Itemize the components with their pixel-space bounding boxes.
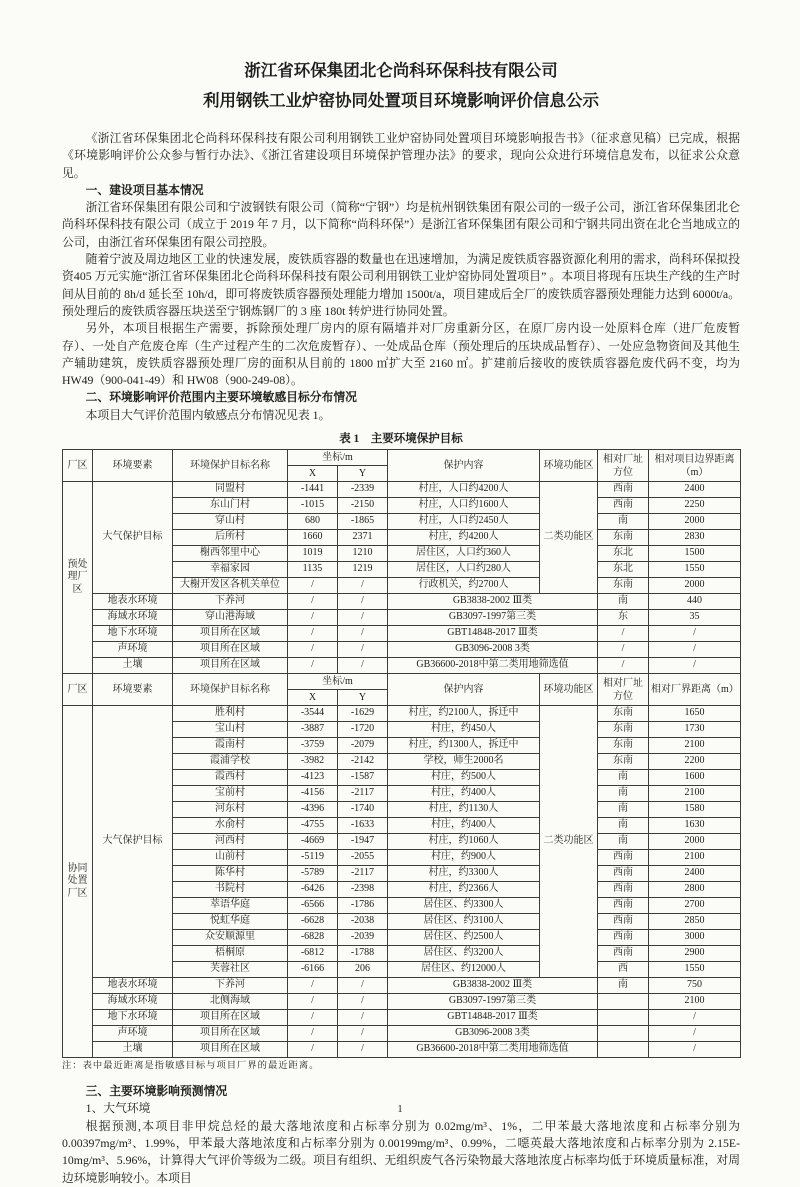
table-cell: 地下水环境 — [93, 626, 173, 642]
table-cell: 东北 — [598, 546, 649, 562]
table-cell: 宝前村 — [173, 786, 288, 802]
table-cell: 土壤 — [93, 658, 173, 674]
table-cell: 西南 — [598, 882, 649, 898]
table-cell: 西南 — [598, 498, 649, 514]
table-cell: 海域水环境 — [93, 610, 173, 626]
table-cell: 1135 — [288, 562, 338, 578]
table-cell: 地下水环境 — [93, 1010, 173, 1026]
table-cell: -2150 — [338, 498, 388, 514]
table-cell: 水俞村 — [173, 818, 288, 834]
table-header-cell: 厂区 — [63, 450, 93, 482]
table-cell: / — [338, 978, 388, 994]
table-cell: -1629 — [338, 706, 388, 722]
table-cell — [598, 1026, 649, 1042]
table-cell: 北侧海域 — [173, 994, 288, 1010]
table-cell: -4156 — [288, 786, 338, 802]
table-cell: GB3097-1997第三类 — [388, 610, 598, 626]
table-row — [63, 1010, 741, 1026]
table-cell: GBT14848-2017 Ⅲ类 — [388, 1010, 598, 1026]
table-cell: -2398 — [338, 882, 388, 898]
section2-heading: 二、环境影响评价范围内主要环境敏感目标分布情况 — [85, 390, 357, 405]
table-header-cell: 保护内容 — [388, 674, 540, 706]
table-cell: 东 — [598, 610, 649, 626]
table-header-cell: 环境保护目标名称 — [173, 450, 288, 482]
table-cell: 书院村 — [173, 882, 288, 898]
table-cell: 幸福家园 — [173, 562, 288, 578]
table-cell: / — [288, 610, 338, 626]
table-cell: / — [598, 626, 649, 642]
table-cell: 南 — [598, 770, 649, 786]
table-cell — [598, 1010, 649, 1026]
table-cell: 1730 — [649, 722, 741, 738]
table-cell: GB36600-2018中第二类用地筛选值 — [388, 658, 598, 674]
table-cell: 下养河 — [173, 594, 288, 610]
table-cell: / — [649, 626, 741, 642]
table-cell: / — [598, 642, 649, 658]
table-cell: 悦虹华庭 — [173, 914, 288, 930]
table-cell: 地表水环境 — [93, 594, 173, 610]
table-cell: 宝山村 — [173, 722, 288, 738]
table-cell: GB36600-2018中第二类用地筛选值 — [388, 1042, 598, 1058]
table-cell: 后所村 — [173, 530, 288, 546]
table-cell: 西南 — [598, 866, 649, 882]
table-cell: 2830 — [649, 530, 741, 546]
table-cell: -1587 — [338, 770, 388, 786]
table-cell: -2055 — [338, 850, 388, 866]
table-cell: GBT14848-2017 Ⅲ类 — [388, 626, 598, 642]
table-cell: 山前村 — [173, 850, 288, 866]
table-cell: 大气保护目标 — [93, 482, 173, 594]
table-cell: 居住区，人口约280人 — [388, 562, 540, 578]
table-cell: 萃语华庭 — [173, 898, 288, 914]
table-cell: 霞西村 — [173, 770, 288, 786]
table-cell: 众安顺源里 — [173, 930, 288, 946]
table-cell: 胜利村 — [173, 706, 288, 722]
section3 — [62, 1083, 740, 1187]
table-cell: 2100 — [649, 786, 741, 802]
table-cell: 项目所在区域 — [173, 642, 288, 658]
table-cell: 二类功能区 — [540, 482, 598, 594]
table-cell: / — [288, 1010, 338, 1026]
table-cell: 村庄，约3300人 — [388, 866, 540, 882]
table-header-cell: 相对厂址方位 — [598, 674, 649, 706]
table-cell: -1015 — [288, 498, 338, 514]
table-cell: 680 — [288, 514, 338, 530]
table-cell: 村庄，约2366人 — [388, 882, 540, 898]
section1-paragraph-3: 另外，本项目根据生产需要，拆除预处理厂房内的原有隔墙并对厂房重新分区，在原厂房内设一处原料仓库（进厂危废暂存）、一处自产危废仓库（生产过程产生的二次危废暂存）、一处成品仓库（预处理后的压块成品暂存）、一处应急物资间及其他生产辅助建筑，废铁质容器预处理厂房的面积从目前的 1800 ㎡扩大至 2160 ㎡。扩建前后接收的废铁质容器危废代码不变，均为 HW49（900-041-49）和 HW08（900-249-08）。 — [62, 321, 740, 388]
table-header-cell: 相对项目边界距离（m） — [649, 450, 741, 482]
table-cell: 2371 — [338, 530, 388, 546]
table-cell: 地表水环境 — [93, 978, 173, 994]
table-row — [63, 610, 741, 626]
table-header-cell: 环境要素 — [93, 674, 173, 706]
table-cell: 西南 — [598, 930, 649, 946]
table-cell: 东北 — [598, 562, 649, 578]
document-title-line2: 利用钢铁工业炉窑协同处置项目环境影响评价信息公示 — [203, 91, 599, 110]
table-cell: 河西村 — [173, 834, 288, 850]
table-header-cell: 相对厂址方位 — [598, 450, 649, 482]
table-row — [63, 1042, 741, 1058]
table-cell: 霞南村 — [173, 738, 288, 754]
table-cell: 村庄，约1060人 — [388, 834, 540, 850]
table-cell: 村庄，人口约2450人 — [388, 514, 540, 530]
table-cell: 西南 — [598, 898, 649, 914]
table-cell: -1740 — [338, 802, 388, 818]
table-cell: 东南 — [598, 738, 649, 754]
table-cell: GB3838-2002 Ⅲ类 — [388, 978, 598, 994]
table-cell: GB3838-2002 Ⅲ类 — [388, 594, 598, 610]
table-cell: 项目所在区域 — [173, 1010, 288, 1026]
table-cell: / — [288, 1026, 338, 1042]
table-cell: -2142 — [338, 754, 388, 770]
table-cell: 西南 — [598, 946, 649, 962]
table-cell: -1786 — [338, 898, 388, 914]
table-header-cell: X — [288, 690, 338, 706]
table-row — [63, 994, 741, 1010]
table-cell: 居住区、约12000人 — [388, 962, 540, 978]
table-cell: 项目所在区域 — [173, 626, 288, 642]
table-header-cell: 厂区 — [63, 674, 93, 706]
table-cell: / — [338, 994, 388, 1010]
table-cell: 西南 — [598, 850, 649, 866]
table-cell: -1441 — [288, 482, 338, 498]
table-row — [63, 658, 741, 674]
table-cell: 1600 — [649, 770, 741, 786]
table-row — [63, 1026, 741, 1042]
table-cell: 南 — [598, 818, 649, 834]
table-cell: / — [338, 594, 388, 610]
table-cell: -3544 — [288, 706, 338, 722]
table-cell: / — [338, 1010, 388, 1026]
table-cell: 声环境 — [93, 1026, 173, 1042]
table-cell: 2400 — [649, 866, 741, 882]
table-cell: / — [288, 626, 338, 642]
table-cell: -6812 — [288, 946, 338, 962]
table-cell: / — [288, 594, 338, 610]
table-cell: 村庄，约1130人 — [388, 802, 540, 818]
table-cell: 南 — [598, 514, 649, 530]
table-cell: -2117 — [338, 786, 388, 802]
table-cell: 2700 — [649, 898, 741, 914]
table-cell: -1720 — [338, 722, 388, 738]
table-cell: / — [288, 578, 338, 594]
table-cell: -3982 — [288, 754, 338, 770]
table-header-cell: Y — [338, 466, 388, 482]
table-cell: 村庄，约4200人 — [388, 530, 540, 546]
table-cell: 东南 — [598, 706, 649, 722]
table-cell: 2200 — [649, 754, 741, 770]
table-cell: -4755 — [288, 818, 338, 834]
table-cell: 1550 — [649, 562, 741, 578]
table-row — [63, 978, 741, 994]
table-cell: 东南 — [598, 722, 649, 738]
table-cell: / — [338, 642, 388, 658]
table-header-cell: 保护内容 — [388, 450, 540, 482]
table-cell: -1633 — [338, 818, 388, 834]
table-header-cell: X — [288, 466, 338, 482]
table-note: 注：表中最近距离是指敏感目标与项目厂界的最近距离。 — [62, 1061, 320, 1072]
table-cell: 二类功能区 — [540, 706, 598, 978]
table-cell: 行政机关，约2700人 — [388, 578, 540, 594]
table-cell: 村庄，约400人 — [388, 818, 540, 834]
table-cell: 3000 — [649, 930, 741, 946]
table-cell — [598, 1042, 649, 1058]
table-cell: GB3096-2008 3类 — [388, 642, 598, 658]
table-cell: / — [338, 658, 388, 674]
table-cell: 南 — [598, 594, 649, 610]
table-cell: 村庄，约1300人，拆迁中 — [388, 738, 540, 754]
table-cell: -2117 — [338, 866, 388, 882]
table-cell: 东南 — [598, 578, 649, 594]
table-cell: / — [598, 658, 649, 674]
table-cell: 村庄，约2100人，拆迁中 — [388, 706, 540, 722]
table-cell: 1210 — [338, 546, 388, 562]
table-cell: -5119 — [288, 850, 338, 866]
table-cell: -3759 — [288, 738, 338, 754]
table-cell: / — [338, 626, 388, 642]
table-cell: / — [338, 610, 388, 626]
table-cell: 1650 — [649, 706, 741, 722]
protection-targets-table-part1 — [62, 449, 741, 674]
table-cell: 2000 — [649, 834, 741, 850]
table-header-cell: Y — [338, 690, 388, 706]
table-header-cell: 坐标/m — [288, 674, 388, 690]
table-cell: 居住区、约3200人 — [388, 946, 540, 962]
table-cell: GB3097-1997第三类 — [388, 994, 598, 1010]
table-cell: 村庄，人口约4200人 — [388, 482, 540, 498]
section1-heading: 一、建设项目基本情况 — [85, 182, 204, 197]
table-cell: 土壤 — [93, 1042, 173, 1058]
table-row — [63, 594, 741, 610]
table-cell: -6426 — [288, 882, 338, 898]
table-cell: 大气保护目标 — [93, 706, 173, 978]
table-row — [63, 706, 741, 722]
table-cell: -6828 — [288, 930, 338, 946]
table-cell: -1788 — [338, 946, 388, 962]
table-cell: -1947 — [338, 834, 388, 850]
table-cell: 协同处置厂区 — [63, 706, 93, 1058]
table-cell: 大榭开发区各机关单位 — [173, 578, 288, 594]
table-cell: 村庄，约450人 — [388, 722, 540, 738]
table-row — [63, 642, 741, 658]
table-cell: 项目所在区域 — [173, 1026, 288, 1042]
page-number: 1 — [397, 1104, 403, 1115]
table-cell: 海域水环境 — [93, 994, 173, 1010]
table-cell: / — [338, 578, 388, 594]
table-cell: 东南 — [598, 754, 649, 770]
table-cell: 村庄，人口约1600人 — [388, 498, 540, 514]
table-cell: -6628 — [288, 914, 338, 930]
table-cell: 2100 — [649, 850, 741, 866]
table-cell: 西南 — [598, 482, 649, 498]
table-row — [63, 482, 741, 498]
table-cell: 750 — [649, 978, 741, 994]
table-cell: 东南 — [598, 530, 649, 546]
table-cell: 居住区、约3100人 — [388, 914, 540, 930]
table-cell: -3887 — [288, 722, 338, 738]
table-cell: 居住区、约2500人 — [388, 930, 540, 946]
table-cell: -5789 — [288, 866, 338, 882]
table-cell: / — [288, 1042, 338, 1058]
table-row — [63, 626, 741, 642]
table-cell: 居住区，人口约360人 — [388, 546, 540, 562]
table-header-cell: 环境保护目标名称 — [173, 674, 288, 706]
table-cell: 项目所在区域 — [173, 658, 288, 674]
table-cell: -4396 — [288, 802, 338, 818]
table-cell: / — [649, 1042, 741, 1058]
table-cell: 2100 — [649, 738, 741, 754]
table-cell: 下养河 — [173, 978, 288, 994]
table-cell: -2339 — [338, 482, 388, 498]
table-cell: 穿山港海域 — [173, 610, 288, 626]
table-cell: GB3096-2008 3类 — [388, 1026, 598, 1042]
table-cell: 榭西邻里中心 — [173, 546, 288, 562]
document-body — [62, 130, 740, 424]
table-cell: 村庄，约500人 — [388, 770, 540, 786]
section3-subheading: 1、大气环境 — [85, 1101, 151, 1116]
table-cell: -1865 — [338, 514, 388, 530]
table-cell: 西 — [598, 962, 649, 978]
table-cell: 2900 — [649, 946, 741, 962]
table-cell: / — [649, 658, 741, 674]
document-title-line1: 浙江省环保集团北仑尚科环保科技有限公司 — [244, 61, 558, 80]
table-cell: 2400 — [649, 482, 741, 498]
table-cell: 南 — [598, 834, 649, 850]
table-cell — [598, 994, 649, 1010]
table-cell: 2100 — [649, 994, 741, 1010]
table-cell: 2000 — [649, 514, 741, 530]
table-cell: -6166 — [288, 962, 338, 978]
table-cell: 1580 — [649, 802, 741, 818]
table-cell: 西南 — [598, 914, 649, 930]
table-header-cell: 环境功能区 — [540, 674, 598, 706]
table-cell: -4669 — [288, 834, 338, 850]
table-cell: -6566 — [288, 898, 338, 914]
table-cell: 1630 — [649, 818, 741, 834]
table-cell: -2039 — [338, 930, 388, 946]
table-caption: 表 1 主要环境保护目标 — [339, 433, 463, 446]
table-cell: 河东村 — [173, 802, 288, 818]
table-cell: 村庄，约400人 — [388, 786, 540, 802]
section1-paragraph-2: 随着宁波及周边地区工业的快速发展，废铁质容器的数量也在迅速增加，为满足废铁质容器资源化利用的需求，尚科环保拟投资405 万元实施“浙江省环保集团北仑尚科环保科技有限公司利用钢铁工业炉窑协同处置项目” 。本项目将现有压块生产线的生产时间从目前的 8h/d 延长至 10h/d，即可将废铁质容器预处理能力增加 1500t/a，项目建成后全厂的废铁质容器预处理能力达到 6000t/a。预处理后的废铁质容器压块送至宁钢炼钢厂的 3 座 180t 转炉进行协同处置。 — [62, 252, 740, 318]
table-cell: 南 — [598, 978, 649, 994]
table-cell: 居住区、约3300人 — [388, 898, 540, 914]
table-cell: 村庄，约900人 — [388, 850, 540, 866]
table-header-row — [63, 450, 741, 466]
table-cell: 芙蓉社区 — [173, 962, 288, 978]
table-cell: 项目所在区域 — [173, 1042, 288, 1058]
table-cell: 东山门村 — [173, 498, 288, 514]
table-header-row — [63, 674, 741, 690]
section3-paragraph: 根据预测,本项目非甲烷总烃的最大落地浓度和占标率分别为 0.02mg/m³、1%，二甲苯最大落地浓度和占标率分别为 0.00397mg/m³、1.99%，甲苯最大落地浓度和占标率分别为 0.00199mg/m³、0.99%，二噁英最大落地浓度和占标率分别为 2.15E-10mg/m³、5.96%，计算得大气评价等级为二级。项目有组织、无组织废气各污染物最大落地浓度占标率均低于环境质量标准，对周边环境影响较小。本项目 — [62, 1118, 740, 1185]
table-cell: 霞浦学校 — [173, 754, 288, 770]
section2-intro: 本项目大气评价范围内敏感点分布情况见表 1。 — [85, 407, 331, 422]
table-cell: / — [288, 642, 338, 658]
protection-targets-table-part2 — [62, 673, 741, 1058]
table-cell: / — [649, 642, 741, 658]
table-cell: 2250 — [649, 498, 741, 514]
table-cell: 1500 — [649, 546, 741, 562]
table-cell: 南 — [598, 786, 649, 802]
table-cell: 2850 — [649, 914, 741, 930]
table-cell: 穿山村 — [173, 514, 288, 530]
table-cell: 1019 — [288, 546, 338, 562]
table-cell: 同盟村 — [173, 482, 288, 498]
table-cell: 1550 — [649, 962, 741, 978]
section3-heading: 三、主要环境影响预测情况 — [85, 1084, 228, 1099]
table-cell: -2079 — [338, 738, 388, 754]
table-cell: / — [288, 994, 338, 1010]
table-cell: 2800 — [649, 882, 741, 898]
table-cell: 南 — [598, 802, 649, 818]
table-cell: 1219 — [338, 562, 388, 578]
intro-paragraph: 《浙江省环保集团北仑尚科环保科技有限公司利用钢铁工业炉窑协同处置项目环境影响报告书》（征求意见稿）已完成，根据《环境影响评价公众参与暂行办法》、《浙江省建设项目环境保护管理办法》的要求，现向公众进行环境信息发布，以征求公众意见。 — [62, 131, 740, 180]
table-cell: 预处理厂区 — [63, 482, 93, 674]
table-cell: / — [649, 1010, 741, 1026]
table-header-cell: 相对厂界距离（m） — [649, 674, 741, 706]
table-header-cell: 坐标/m — [288, 450, 388, 466]
table-header-cell: 环境要素 — [93, 450, 173, 482]
document-title — [62, 56, 740, 116]
table-cell: / — [338, 1026, 388, 1042]
table-cell: 440 — [649, 594, 741, 610]
section1-paragraph-1: 浙江省环保集团有限公司和宁波钢铁有限公司（简称“宁钢”）均是杭州钢铁集团有限公司的一级子公司，浙江省环保集团北仑尚科环保科技有限公司（成立于 2019 年 7 月，以下简称“尚科环保”）是浙江省环保集团有限公司和宁钢共同出资在北仑当地成立的公司，由浙江省环保集团有限公司控股。 — [62, 200, 740, 249]
table-cell: 2000 — [649, 578, 741, 594]
table-cell: 1660 — [288, 530, 338, 546]
table-cell: / — [288, 978, 338, 994]
table-cell: / — [649, 1026, 741, 1042]
table-cell: 声环境 — [93, 642, 173, 658]
table-cell: -4123 — [288, 770, 338, 786]
table-cell: / — [338, 1042, 388, 1058]
table-header-cell: 环境功能区 — [540, 450, 598, 482]
table-cell: 梧桐原 — [173, 946, 288, 962]
table-cell: 35 — [649, 610, 741, 626]
table-cell: 206 — [338, 962, 388, 978]
table-cell: / — [288, 658, 338, 674]
table-cell: 陈华村 — [173, 866, 288, 882]
table-cell: 学校，师生2000名 — [388, 754, 540, 770]
table-cell: -2038 — [338, 914, 388, 930]
